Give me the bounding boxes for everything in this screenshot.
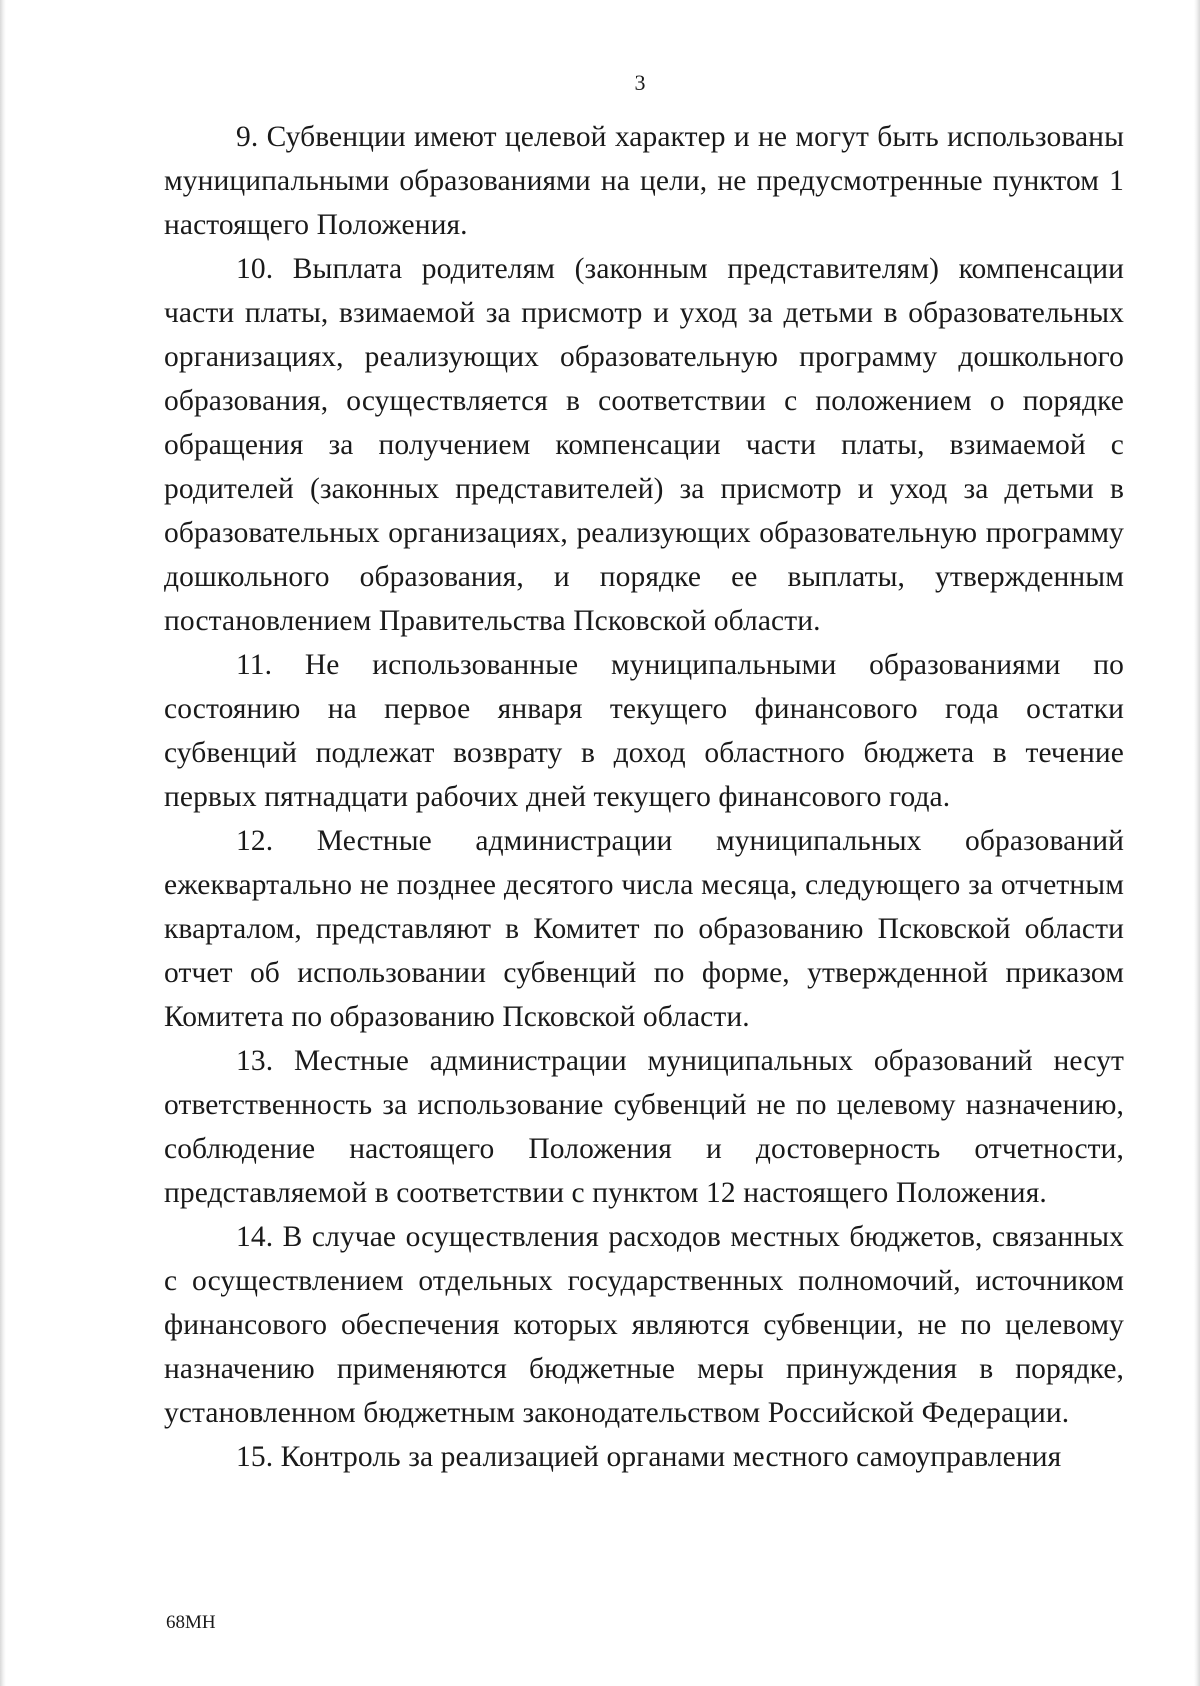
document-body xyxy=(164,115,1124,1479)
paragraph-12: 12. Местные администрации муниципальных образований ежеквартально не позднее десятого числа месяца, следующего за отчетным кварталом, представляют в Комитет по образованию Псковской области отчет об использовании субвенций по форме, утвержденной приказом Комитета по образованию Псковской области. xyxy=(164,825,1124,1033)
paragraph-11: 11. Не использованные муниципальными образованиями по состоянию на первое января текущего финансового года остатки субвенций подлежат возврату в доход областного бюджета в течение первых пятнадцати рабочих дней текущего финансового года. xyxy=(164,649,1124,813)
paragraph-15: 15. Контроль за реализацией органами местного самоуправления xyxy=(236,1441,1062,1473)
paragraph-13: 13. Местные администрации муниципальных образований несут ответственность за использование субвенций не по целевому назначению, соблюдение настоящего Положения и достоверность отчетности, представляемой в соответствии с пунктом 12 настоящего Положения. xyxy=(164,1045,1124,1209)
paragraph-9: 9. Субвенции имеют целевой характер и не могут быть использованы муниципальными образованиями на цели, не предусмотренные пунктом 1 настоящего Положения. xyxy=(164,121,1124,241)
page-number: 3 xyxy=(634,70,646,95)
scan-edge-right xyxy=(1194,0,1200,1686)
footer-document-code: 68МН xyxy=(166,1612,216,1633)
paragraph-14: 14. В случае осуществления расходов местных бюджетов, связанных с осуществлением отдельных государственных полномочий, источником финансового обеспечения которых являются субвенции, не по целевому назначению применяются бюджетные меры принуждения в порядке, установленном бюджетным законодательством Российской Федерации. xyxy=(164,1221,1124,1429)
scan-edge-left xyxy=(0,0,6,1686)
paragraph-10: 10. Выплата родителям (законным представителям) компенсации части платы, взимаемой за присмотр и уход за детьми в образовательных организациях, реализующих образовательную программу дошкольного образования, осуществляется в соответствии с положением о порядке обращения за получением компенсации части платы, взимаемой с родителей (законных представителей) за присмотр и уход за детьми в образовательных организациях, реализующих образовательную программу дошкольного образования, и порядке ее выплаты, утвержденным постановлением Правительства Псковской области. xyxy=(164,253,1124,637)
